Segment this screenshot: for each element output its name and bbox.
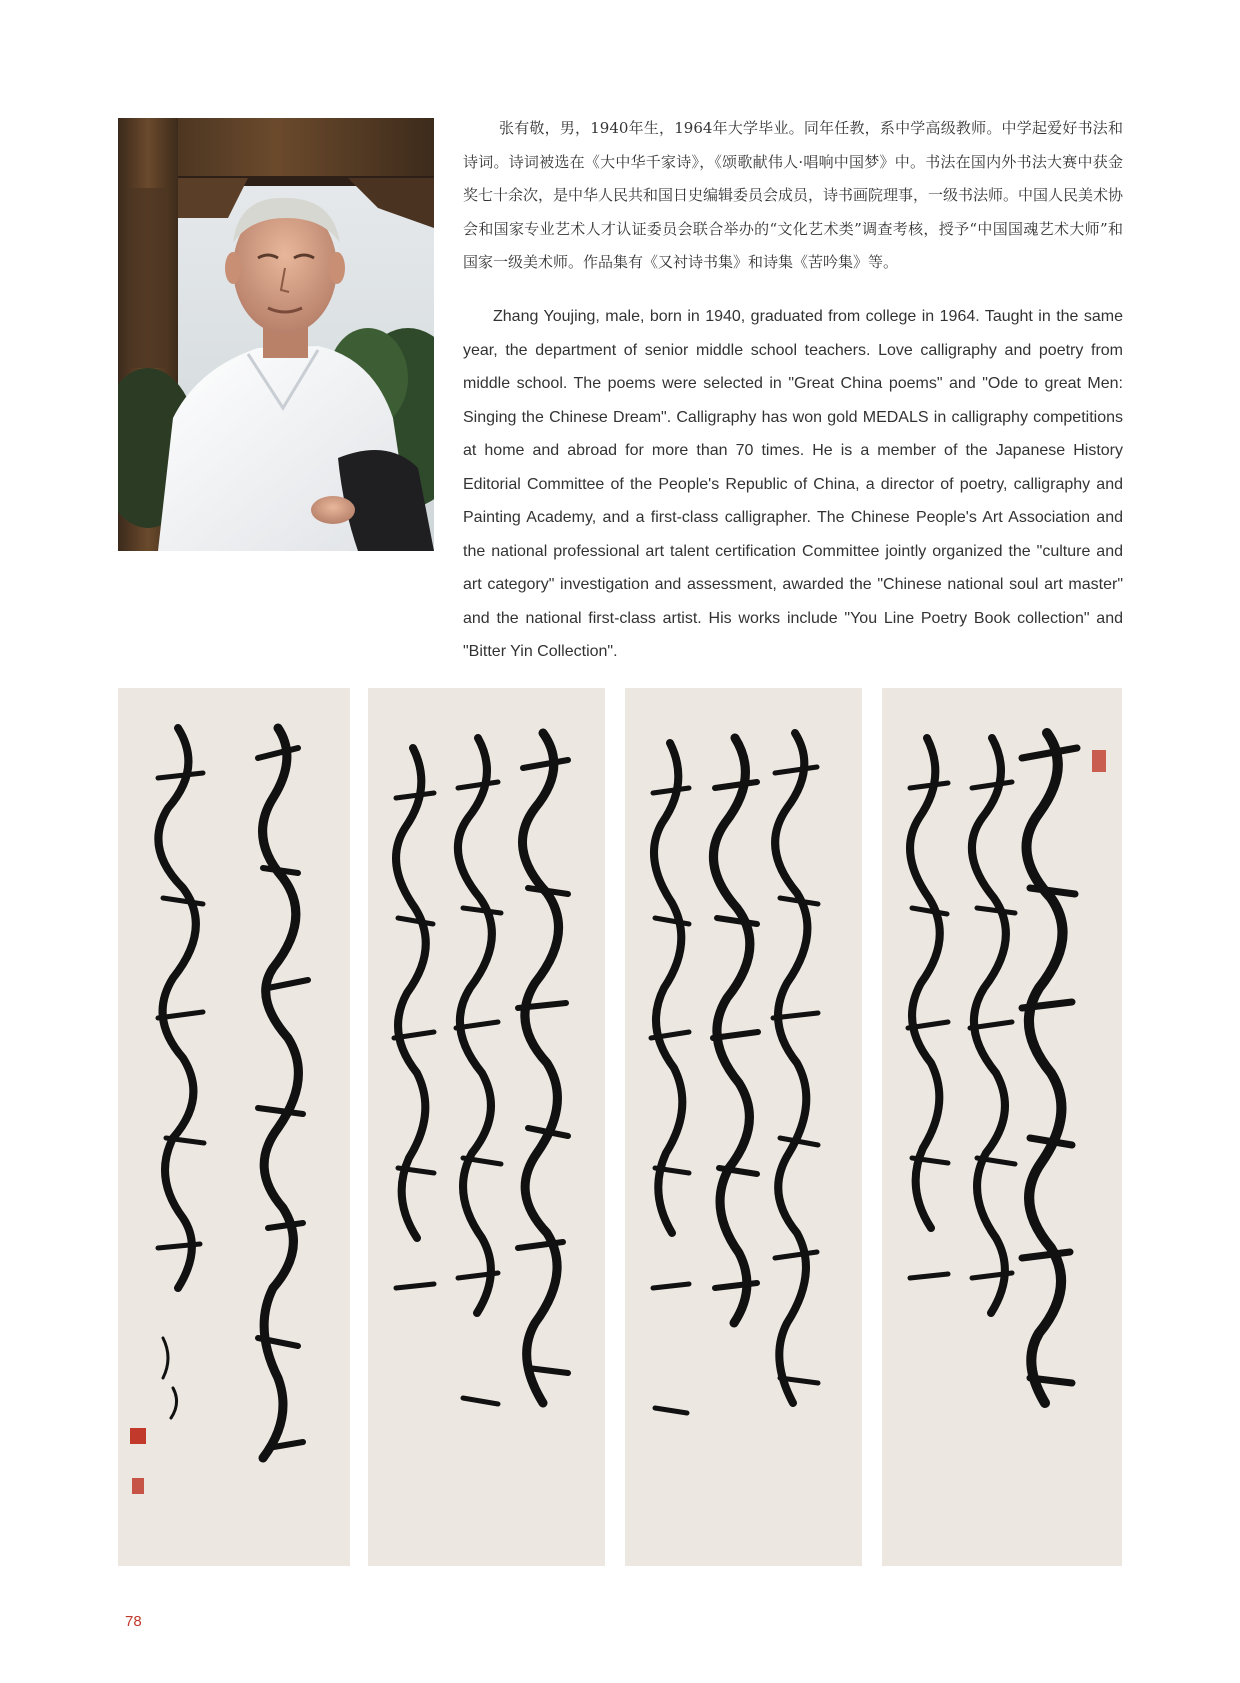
seal-stamp [1092, 750, 1106, 772]
artist-photo [118, 118, 434, 551]
calligraphy-scroll-1 [118, 688, 350, 1566]
biography-english: Zhang Youjing, male, born in 1940, graduated from college in 1964. Taught in the same year, the department of senior middle school teachers. Love calligraphy and poetry from middle school. The poems were selected in "Great China poems" and "Ode to great Men: Singing the Chinese Dream". Calligraphy has won gold MEDALS in calligraphy competitions at home and abroad for more than 70 times. He is a member of the Japanese History Editorial Committee of the People's Republic of China, a director of poetry, calligraphy and Painting Academy, and a first-class calligrapher. The Chinese People's Art Association and the national professional art talent certification Committee jointly organized the "culture and art category" investigation and assessment, awarded the "Chinese national soul art master" and the national first-class artist. His works include "You Line Poetry Book collection" and "Bitter Yin Collection". [463, 308, 1123, 660]
calligraphy-scroll-1-artwork [118, 688, 350, 1566]
calligraphy-scroll-4-artwork [882, 688, 1122, 1566]
artist-photo-illustration [118, 118, 434, 551]
calligraphy-scroll-3 [625, 688, 862, 1566]
page-number: 78 [125, 1613, 142, 1630]
seal-stamp [132, 1478, 144, 1494]
biography-chinese: 张有敬，男，1940年生，1964年大学毕业。同年任教，系中学高级教师。中学起爱好书法和诗词。诗词被选在《大中华千家诗》，《颂歌献伟人·唱响中国梦》中。书法在国内外书法大赛中获金奖七十余次，是中华人民共和国日史编辑委员会成员，诗书画院理事，一级书法师。中国人民美术协会和国家专业艺术人才认证委员会联合举办的“文化艺术类”调查考核，授予“中国国魂艺术大师”和国家一级美术师。作品集有《又衬诗书集》和诗集《苦吟集》等。 [463, 119, 1124, 271]
calligraphy-scroll-2-artwork [368, 688, 605, 1566]
calligraphy-scroll-3-artwork [625, 688, 862, 1566]
seal-stamp [130, 1428, 146, 1444]
calligraphy-scroll-2 [368, 688, 605, 1566]
calligraphy-scroll-4 [882, 688, 1122, 1566]
